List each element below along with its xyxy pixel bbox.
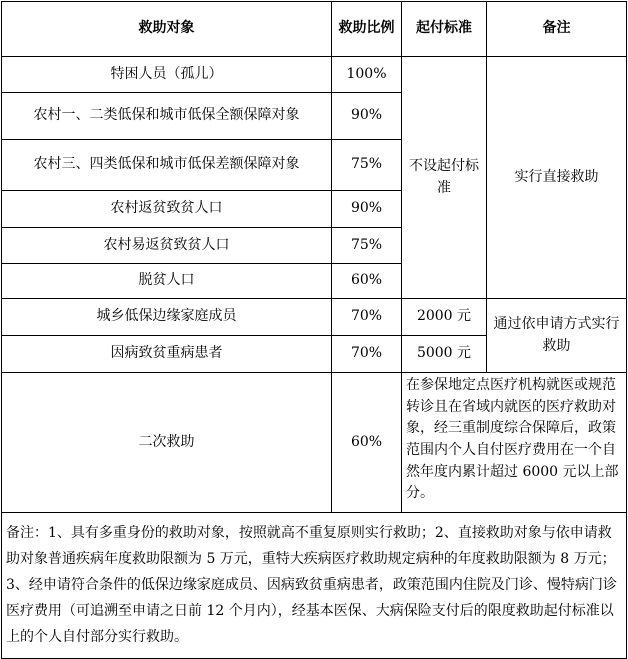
ratio-cell: 75% [332,140,402,191]
threshold-cell: 2000 元 [402,299,487,336]
header-row [2,2,627,57]
ratio-cell: 70% [332,299,402,336]
header-ratio: 救助比例 [332,2,402,57]
ratio-cell: 60% [332,264,402,299]
ratio-cell: 60% [332,373,402,513]
no-threshold-cell: 不设起付标准 [402,57,487,299]
threshold-cell: 5000 元 [402,336,487,373]
target-cell: 脱贫人口 [2,264,332,299]
ratio-cell: 70% [332,336,402,373]
header-threshold: 起付标准 [402,2,487,57]
header-remark: 备注 [487,2,627,57]
note-row [2,513,627,659]
target-cell: 农村易返贫致贫人口 [2,228,332,264]
ratio-cell: 90% [332,93,402,140]
target-cell: 农村三、四类低保和城市低保差额保障对象 [2,140,332,191]
target-cell: 农村一、二类低保和城市低保全额保障对象 [2,93,332,140]
header-target: 救助对象 [2,2,332,57]
target-cell: 二次救助 [2,373,332,513]
aid-table [1,1,627,659]
apply-aid-cell: 通过依申请方式实行救助 [487,299,627,373]
table-row [2,373,627,513]
second-aid-desc-cell: 在参保地定点医疗机构就医或规范转诊且在省域内就医的医疗救助对象，经三重制度综合保障后，政策范围内个人自付医疗费用在一个自然年度内累计超过 6000 元以上部分。 [402,373,627,513]
target-cell: 因病致贫重病患者 [2,336,332,373]
note-cell: 备注：1、具有多重身份的救助对象，按照就高不重复原则实行救助；2、直接救助对象与依申请救助对象普通疾病年度救助限额为 5 万元，重特大疾病医疗救助规定病种的年度救助限额为 8 万元；3、经申请符合条件的低保边缘家庭成员、因病致贫重病患者，政策范围内住院及门诊、慢特病门诊医疗费用（可追溯至申请之日前 12 个月内），经基本医保、大病保险支付后的限度救助起付标准以上的个人自付部分实行救助。 [2,513,627,659]
ratio-cell: 90% [332,191,402,228]
table-row [2,57,627,93]
target-cell: 特困人员（孤儿） [2,57,332,93]
target-cell: 城乡低保边缘家庭成员 [2,299,332,336]
direct-aid-cell: 实行直接救助 [487,57,627,299]
ratio-cell: 100% [332,57,402,93]
table-row [2,299,627,336]
ratio-cell: 75% [332,228,402,264]
target-cell: 农村返贫致贫人口 [2,191,332,228]
